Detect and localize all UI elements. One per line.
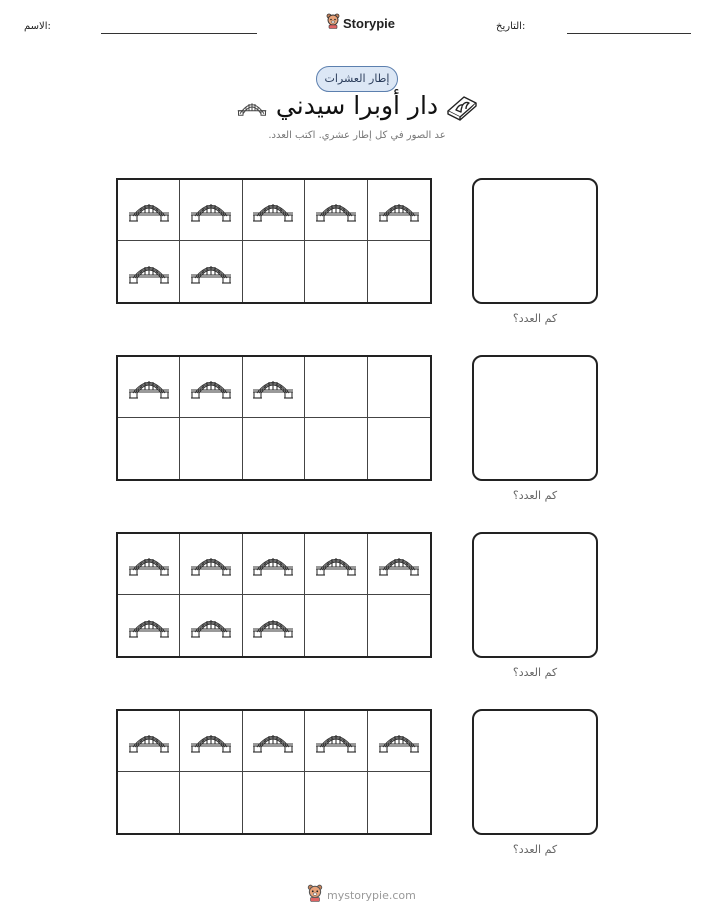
sydney-harbour-bridge-icon	[378, 550, 420, 578]
ten-frame-cell	[243, 534, 305, 595]
ten-frame-cell	[118, 357, 180, 418]
ten-frame-cell	[118, 595, 180, 656]
brand-logo	[326, 13, 395, 33]
ten-frame-cell	[180, 772, 242, 833]
sydney-harbour-bridge-icon	[128, 727, 170, 755]
ten-frame-cell	[305, 241, 367, 302]
how-many-question: كم العدد؟	[512, 489, 558, 502]
ten-frame-cell	[368, 711, 430, 772]
answer-box[interactable]	[472, 355, 598, 481]
date-label: التاريخ:	[496, 21, 526, 32]
sydney-harbour-bridge-icon	[190, 550, 232, 578]
ten-frame-cell	[118, 772, 180, 833]
ten-frame-cell	[368, 772, 430, 833]
ten-frame-cell	[180, 241, 242, 302]
sydney-harbour-bridge-icon	[315, 550, 357, 578]
answer-box[interactable]	[472, 532, 598, 658]
sydney-harbour-bridge-icon	[190, 373, 232, 401]
sydney-harbour-bridge-icon	[128, 196, 170, 224]
sydney-harbour-bridge-icon	[190, 258, 232, 286]
sydney-harbour-bridge-icon	[128, 612, 170, 640]
answer-box[interactable]	[472, 709, 598, 835]
ten-frame	[116, 532, 432, 658]
ten-frame-cell	[180, 180, 242, 241]
ten-frame-cell	[305, 418, 367, 479]
sydney-harbour-bridge-icon	[252, 196, 294, 224]
sydney-harbour-bridge-icon	[252, 373, 294, 401]
ten-frame-cell	[243, 357, 305, 418]
sydney-harbour-bridge-icon	[190, 727, 232, 755]
how-many-question: كم العدد؟	[512, 666, 558, 679]
ten-frame	[116, 355, 432, 481]
sydney-harbour-bridge-icon	[128, 550, 170, 578]
brand-name: Storypie	[343, 15, 396, 31]
ten-frame-cell	[243, 241, 305, 302]
footer	[307, 884, 416, 906]
worksheet-title: دار أوبرا سيدني	[275, 91, 439, 120]
footer-url: mystorypie.com	[327, 888, 416, 902]
ten-frame-cell	[118, 534, 180, 595]
sydney-harbour-bridge-icon	[315, 727, 357, 755]
ten-frame-cell	[305, 357, 367, 418]
ten-frame-cell	[180, 711, 242, 772]
sydney-harbour-bridge-icon	[315, 196, 357, 224]
ten-frame-cell	[243, 595, 305, 656]
sydney-harbour-bridge-icon	[128, 258, 170, 286]
ten-frame	[116, 709, 432, 835]
how-many-question: كم العدد؟	[512, 312, 558, 325]
sydney-harbour-bridge-icon	[128, 373, 170, 401]
storypie-bear-icon	[326, 13, 340, 33]
ten-frame-cell	[180, 357, 242, 418]
sydney-harbour-bridge-icon	[378, 196, 420, 224]
sydney-harbour-bridge-icon	[190, 612, 232, 640]
ten-frame-cell	[243, 180, 305, 241]
ten-frame-cell	[368, 595, 430, 656]
opera-house-icon	[444, 93, 478, 125]
ten-frame-cell	[368, 180, 430, 241]
ten-frame-cell	[368, 357, 430, 418]
ten-frame-cell	[118, 241, 180, 302]
storypie-bear-icon	[307, 884, 323, 906]
sydney-harbour-bridge-icon	[252, 727, 294, 755]
ten-frame-cell	[243, 711, 305, 772]
answer-box[interactable]	[472, 178, 598, 304]
how-many-question: كم العدد؟	[512, 843, 558, 856]
worksheet-type-badge: إطار العشرات	[316, 66, 398, 92]
sydney-harbour-bridge-icon	[190, 196, 232, 224]
ten-frame-cell	[368, 241, 430, 302]
date-line	[567, 33, 691, 34]
ten-frame-cell	[368, 534, 430, 595]
ten-frame-cell	[118, 418, 180, 479]
ten-frame-cell	[118, 180, 180, 241]
sydney-harbour-bridge-icon	[252, 612, 294, 640]
ten-frame-cell	[305, 595, 367, 656]
ten-frame-cell	[180, 534, 242, 595]
ten-frame-cell	[243, 418, 305, 479]
ten-frame-cell	[180, 595, 242, 656]
name-line	[101, 33, 257, 34]
ten-frame-cell	[243, 772, 305, 833]
ten-frame-cell	[305, 534, 367, 595]
sydney-harbour-bridge-icon	[252, 550, 294, 578]
sydney-harbour-bridge-icon	[378, 727, 420, 755]
ten-frame-cell	[180, 418, 242, 479]
name-label: الاسم:	[24, 21, 51, 32]
ten-frame-cell	[305, 180, 367, 241]
instructions: عد الصور في كل إطار عشري. اكتب العدد.	[268, 130, 446, 141]
ten-frame-cell	[118, 711, 180, 772]
ten-frame-cell	[305, 772, 367, 833]
ten-frame-cell	[368, 418, 430, 479]
ten-frame-cell	[305, 711, 367, 772]
ten-frame	[116, 178, 432, 304]
